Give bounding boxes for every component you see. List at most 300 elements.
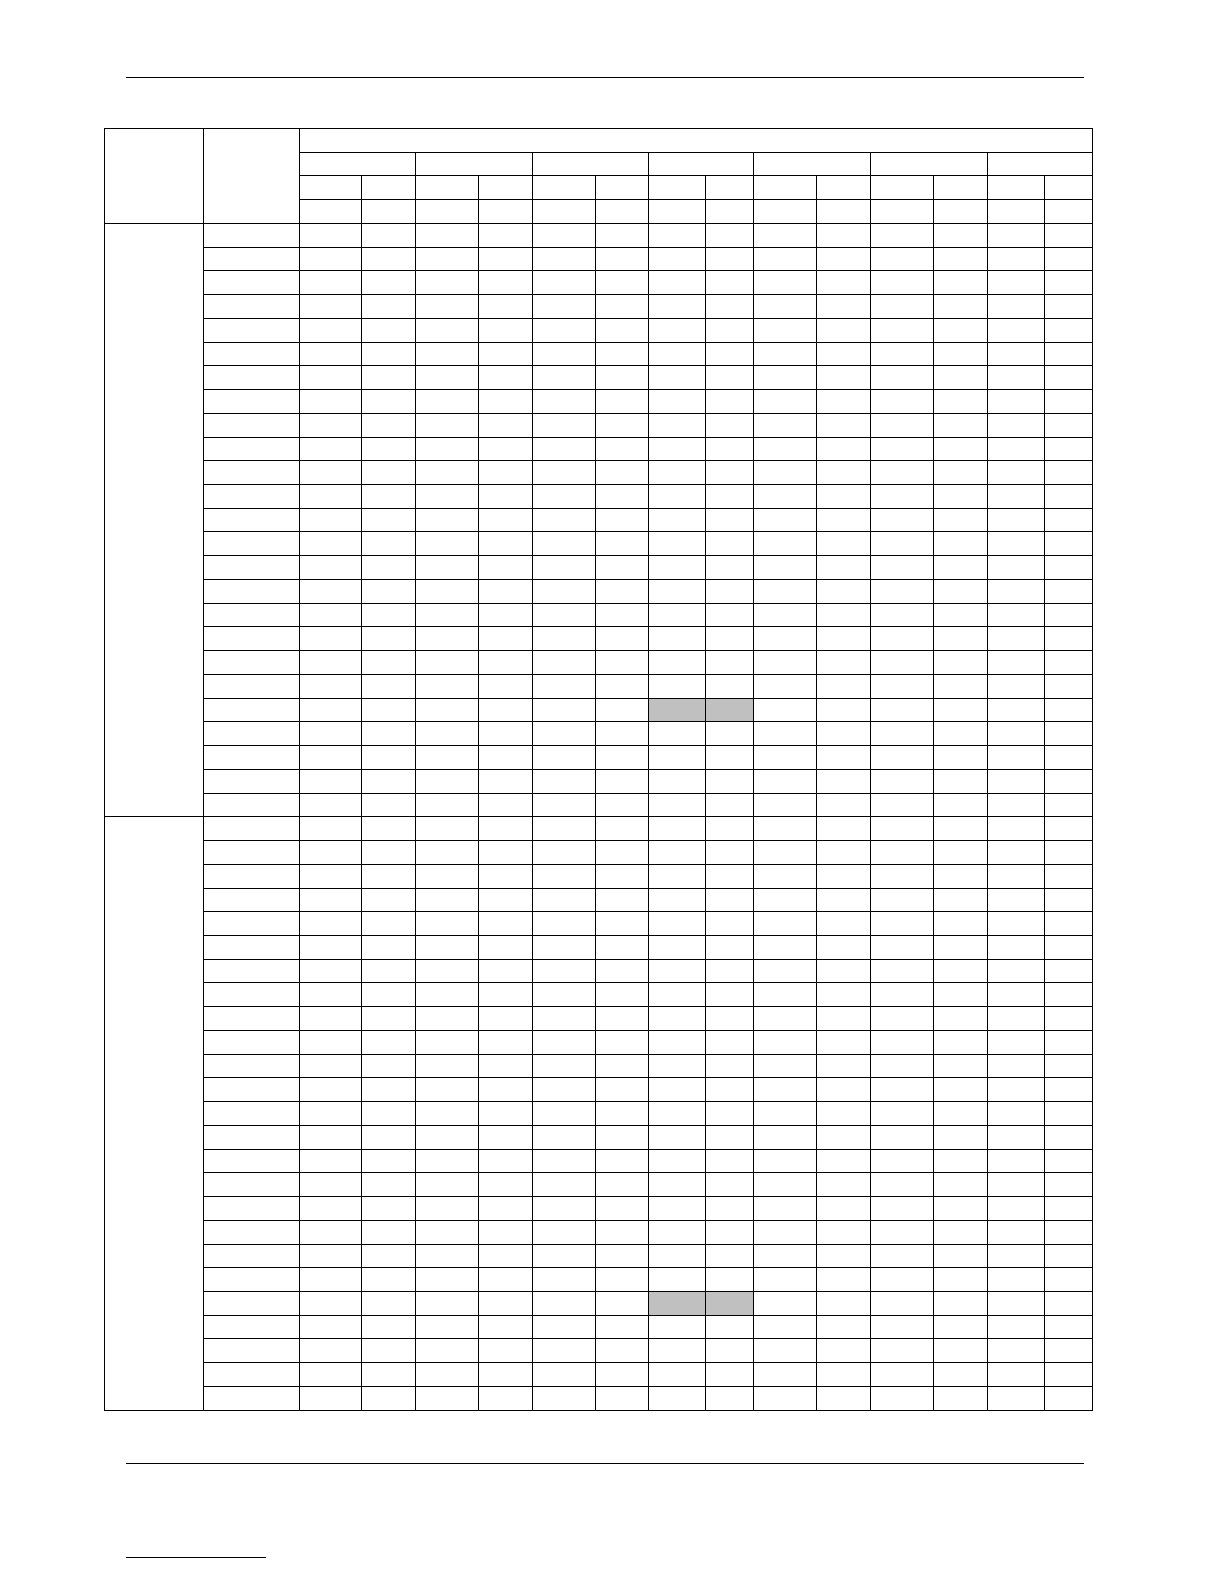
- row-label-cell: [204, 1197, 300, 1221]
- table-cell: [934, 1291, 988, 1315]
- table-cell: [934, 1030, 988, 1054]
- table-cell: [300, 271, 362, 295]
- table-cell: [649, 1197, 706, 1221]
- table-cell: [416, 556, 479, 580]
- table-cell: [706, 793, 754, 817]
- table-cell: [479, 1268, 533, 1292]
- table-cell: [649, 223, 706, 247]
- table-cell: [871, 603, 934, 627]
- subheader-cell: [817, 200, 871, 224]
- table-cell: [817, 508, 871, 532]
- footer-rule: [126, 1463, 1084, 1464]
- table-cell: [706, 959, 754, 983]
- table-cell: [1045, 485, 1093, 509]
- table-cell: [533, 935, 596, 959]
- table-cell: [817, 888, 871, 912]
- table-cell: [817, 1291, 871, 1315]
- table-cell: [817, 1197, 871, 1221]
- table-row: [105, 271, 1093, 295]
- table-cell: [817, 674, 871, 698]
- table-cell: [362, 413, 416, 437]
- table-cell: [706, 247, 754, 271]
- table-cell: [988, 1291, 1045, 1315]
- table-cell: [416, 603, 479, 627]
- table-row: [105, 698, 1093, 722]
- table-cell: [649, 912, 706, 936]
- table-cell: [416, 888, 479, 912]
- table-cell: [362, 1197, 416, 1221]
- table-cell: [300, 508, 362, 532]
- table-cell: [596, 1125, 649, 1149]
- table-cell: [649, 390, 706, 414]
- row-label-cell: [204, 271, 300, 295]
- row-label-cell: [204, 342, 300, 366]
- table-cell: [934, 247, 988, 271]
- table-cell: [817, 1268, 871, 1292]
- table-cell: [934, 1339, 988, 1363]
- table-cell: [649, 461, 706, 485]
- table-cell: [362, 1149, 416, 1173]
- table-cell: [362, 1291, 416, 1315]
- table-cell: [479, 342, 533, 366]
- table-cell: [871, 485, 934, 509]
- table-cell: [988, 841, 1045, 865]
- table-cell: [362, 793, 416, 817]
- table-cell: [817, 603, 871, 627]
- table-cell: [817, 1149, 871, 1173]
- table-cell: [649, 627, 706, 651]
- table-cell: [1045, 935, 1093, 959]
- table-row: [105, 1291, 1093, 1315]
- table-cell: [533, 1220, 596, 1244]
- table-cell: [706, 1173, 754, 1197]
- table-cell: [1045, 579, 1093, 603]
- table-cell: [416, 461, 479, 485]
- table-cell: [934, 722, 988, 746]
- table-cell: [479, 1173, 533, 1197]
- table-cell: [754, 935, 817, 959]
- table-cell: [817, 817, 871, 841]
- table-cell: [416, 318, 479, 342]
- table-cell: [416, 532, 479, 556]
- table-row: [105, 983, 1093, 1007]
- table-cell: [706, 912, 754, 936]
- table-row: [105, 1149, 1093, 1173]
- table-cell: [416, 1315, 479, 1339]
- table-cell: [362, 698, 416, 722]
- table-cell: [596, 959, 649, 983]
- table-cell: [479, 1030, 533, 1054]
- table-cell: [706, 674, 754, 698]
- table-cell: [706, 722, 754, 746]
- table-cell: [479, 864, 533, 888]
- table-cell: [649, 485, 706, 509]
- table-cell: [362, 674, 416, 698]
- row-label-cell: [204, 746, 300, 770]
- table-cell: [754, 1339, 817, 1363]
- table-cell: [596, 1102, 649, 1126]
- table-cell: [934, 1173, 988, 1197]
- table-cell: [934, 295, 988, 319]
- table-cell: [362, 1386, 416, 1410]
- table-cell: [649, 1315, 706, 1339]
- table-cell: [871, 864, 934, 888]
- row-label-cell: [204, 223, 300, 247]
- subheader-cell: [988, 200, 1045, 224]
- table-cell: [871, 556, 934, 580]
- table-cell: [1045, 1007, 1093, 1031]
- table-cell: [934, 864, 988, 888]
- row-label-cell: [204, 651, 300, 675]
- table-cell: [1045, 746, 1093, 770]
- table-cell: [416, 627, 479, 651]
- table-cell: [362, 579, 416, 603]
- table-cell: [416, 746, 479, 770]
- table-cell: [596, 1149, 649, 1173]
- table-cell: [1045, 390, 1093, 414]
- table-cell: [817, 223, 871, 247]
- table-cell: [817, 841, 871, 865]
- table-cell: [871, 1149, 934, 1173]
- table-cell: [817, 413, 871, 437]
- table-cell: [706, 437, 754, 461]
- table-cell: [479, 722, 533, 746]
- table-cell: [934, 1363, 988, 1387]
- table-cell: [300, 1125, 362, 1149]
- table-cell: [754, 271, 817, 295]
- table-cell: [649, 1007, 706, 1031]
- table-cell: [706, 461, 754, 485]
- table-cell: [649, 1386, 706, 1410]
- row-label-cell: [204, 888, 300, 912]
- table-cell: [1045, 1173, 1093, 1197]
- table-cell: [533, 603, 596, 627]
- table-cell: [533, 651, 596, 675]
- row-label-cell: [204, 769, 300, 793]
- table-cell: [706, 1244, 754, 1268]
- table-cell: [754, 532, 817, 556]
- row-label-cell: [204, 1054, 300, 1078]
- table-cell: [649, 413, 706, 437]
- table-cell: [649, 532, 706, 556]
- row-label-cell: [204, 1030, 300, 1054]
- table-cell: [754, 1220, 817, 1244]
- subheader-cell: [649, 176, 706, 200]
- table-cell: [533, 532, 596, 556]
- table-cell: [1045, 223, 1093, 247]
- table-cell: [817, 746, 871, 770]
- group-header-cell: [300, 129, 1093, 153]
- table-cell: [706, 1363, 754, 1387]
- table-cell: [416, 1244, 479, 1268]
- table-cell: [479, 437, 533, 461]
- subheader-cell: [362, 200, 416, 224]
- table-cell: [706, 841, 754, 865]
- table-cell: [300, 841, 362, 865]
- table-cell: [754, 1244, 817, 1268]
- table-cell: [596, 1054, 649, 1078]
- table-cell: [362, 223, 416, 247]
- table-cell: [596, 1315, 649, 1339]
- table-cell: [479, 295, 533, 319]
- table-cell: [871, 223, 934, 247]
- table-cell: [1045, 1339, 1093, 1363]
- table-cell: [300, 793, 362, 817]
- table-cell: [533, 746, 596, 770]
- table-cell: [871, 390, 934, 414]
- table-cell: [596, 793, 649, 817]
- row-label-cell: [204, 841, 300, 865]
- table-cell: [533, 888, 596, 912]
- table-cell: [479, 579, 533, 603]
- row-label-cell: [204, 1315, 300, 1339]
- table-cell: [706, 627, 754, 651]
- table-cell: [754, 1054, 817, 1078]
- table-cell: [596, 342, 649, 366]
- table-cell: [871, 1125, 934, 1149]
- table-cell: [533, 1363, 596, 1387]
- table-cell: [362, 532, 416, 556]
- table-cell: [934, 1386, 988, 1410]
- table-cell: [533, 674, 596, 698]
- table-cell: [416, 864, 479, 888]
- table-cell: [479, 413, 533, 437]
- table-cell: [649, 318, 706, 342]
- table-cell: [416, 651, 479, 675]
- table-cell: [871, 769, 934, 793]
- table-cell: [649, 1102, 706, 1126]
- table-cell: [416, 579, 479, 603]
- row-label-cell: [204, 959, 300, 983]
- table-cell: [300, 485, 362, 509]
- table-cell: [596, 817, 649, 841]
- table-cell: [754, 674, 817, 698]
- table-cell: [596, 1197, 649, 1221]
- table-cell: [706, 1220, 754, 1244]
- table-cell: [934, 959, 988, 983]
- table-cell: [533, 627, 596, 651]
- row-label-cell: [204, 390, 300, 414]
- table-cell: [817, 461, 871, 485]
- table-cell: [871, 1102, 934, 1126]
- table-cell: [300, 437, 362, 461]
- table-cell: [479, 1078, 533, 1102]
- table-cell: [362, 1125, 416, 1149]
- table-cell: [988, 223, 1045, 247]
- table-cell: [754, 1125, 817, 1149]
- table-cell: [479, 1054, 533, 1078]
- table-row: [105, 817, 1093, 841]
- table-row: [105, 746, 1093, 770]
- table-cell: [300, 223, 362, 247]
- table-cell: [533, 1173, 596, 1197]
- table-cell: [649, 295, 706, 319]
- table-cell: [988, 1386, 1045, 1410]
- row-label-cell: [204, 1291, 300, 1315]
- table-cell: [871, 1220, 934, 1244]
- table-cell: [416, 817, 479, 841]
- row-label-cell: [204, 247, 300, 271]
- table-cell: [1045, 864, 1093, 888]
- table-cell: [871, 1173, 934, 1197]
- table-cell: [596, 1030, 649, 1054]
- table-row: [105, 1054, 1093, 1078]
- table-cell: [362, 651, 416, 675]
- table-cell: [754, 1078, 817, 1102]
- table-cell: [362, 817, 416, 841]
- table-cell: [754, 864, 817, 888]
- table-cell: [479, 674, 533, 698]
- table-cell: [754, 485, 817, 509]
- table-cell: [754, 1173, 817, 1197]
- table-cell: [416, 935, 479, 959]
- table-cell: [988, 366, 1045, 390]
- table-cell: [416, 247, 479, 271]
- table-cell: [934, 888, 988, 912]
- table-cell: [1045, 318, 1093, 342]
- table-row: [105, 1102, 1093, 1126]
- table-cell: [871, 746, 934, 770]
- table-cell: [479, 983, 533, 1007]
- header-rule: [126, 77, 1084, 78]
- table-cell: [817, 247, 871, 271]
- table-cell: [416, 1197, 479, 1221]
- table-cell: [754, 247, 817, 271]
- subheader-cell: [479, 200, 533, 224]
- table-cell: [1045, 1244, 1093, 1268]
- table-cell: [596, 769, 649, 793]
- row-label-cell: [204, 1363, 300, 1387]
- table-cell: [1045, 627, 1093, 651]
- table-cell: [817, 627, 871, 651]
- table-cell: [934, 1054, 988, 1078]
- table-cell: [300, 722, 362, 746]
- table-cell: [754, 769, 817, 793]
- table-cell: [1045, 698, 1093, 722]
- row-label-cell: [204, 295, 300, 319]
- table-cell: [988, 864, 1045, 888]
- table-cell: [1045, 271, 1093, 295]
- table-cell: [416, 1363, 479, 1387]
- table-cell: [706, 1291, 754, 1315]
- table-cell: [533, 1197, 596, 1221]
- subheader-cell: [596, 176, 649, 200]
- table-cell: [300, 1102, 362, 1126]
- table-cell: [1045, 295, 1093, 319]
- table-cell: [754, 888, 817, 912]
- table-cell: [754, 437, 817, 461]
- table-cell: [362, 437, 416, 461]
- row-label-cell: [204, 864, 300, 888]
- table-cell: [362, 1030, 416, 1054]
- table-cell: [706, 1149, 754, 1173]
- table-cell: [988, 651, 1045, 675]
- table-cell: [754, 1315, 817, 1339]
- table-cell: [706, 1054, 754, 1078]
- table-cell: [1045, 1363, 1093, 1387]
- table-cell: [479, 627, 533, 651]
- table-cell: [988, 817, 1045, 841]
- table-cell: [1045, 1197, 1093, 1221]
- table-cell: [988, 271, 1045, 295]
- table-cell: [871, 888, 934, 912]
- table-cell: [479, 223, 533, 247]
- table-cell: [754, 983, 817, 1007]
- table-cell: [988, 746, 1045, 770]
- table-cell: [988, 247, 1045, 271]
- table-cell: [871, 912, 934, 936]
- table-cell: [706, 1030, 754, 1054]
- table-cell: [817, 864, 871, 888]
- row-label-cell: [204, 912, 300, 936]
- row-label-cell: [204, 935, 300, 959]
- table-cell: [533, 1244, 596, 1268]
- table-cell: [1045, 983, 1093, 1007]
- table-cell: [934, 579, 988, 603]
- table-cell: [649, 1078, 706, 1102]
- table-cell: [596, 508, 649, 532]
- table-row: [105, 935, 1093, 959]
- subheader-cell: [362, 176, 416, 200]
- row-label-cell: [204, 579, 300, 603]
- table-cell: [871, 461, 934, 485]
- table-cell: [533, 485, 596, 509]
- row-label-cell: [204, 485, 300, 509]
- table-cell: [479, 1197, 533, 1221]
- row-label-cell: [204, 508, 300, 532]
- table-cell: [817, 793, 871, 817]
- table-cell: [362, 1220, 416, 1244]
- table-cell: [533, 437, 596, 461]
- table-cell: [1045, 1102, 1093, 1126]
- table-cell: [300, 342, 362, 366]
- table-cell: [871, 722, 934, 746]
- footnote-rule: [126, 1557, 266, 1558]
- table-cell: [362, 983, 416, 1007]
- table-cell: [754, 1386, 817, 1410]
- table-cell: [1045, 1078, 1093, 1102]
- table-cell: [1045, 888, 1093, 912]
- table-cell: [533, 864, 596, 888]
- table-cell: [988, 1220, 1045, 1244]
- row-label-cell: [204, 603, 300, 627]
- table-cell: [871, 959, 934, 983]
- table-cell: [300, 698, 362, 722]
- table-cell: [479, 1291, 533, 1315]
- table-cell: [817, 651, 871, 675]
- table-cell: [871, 935, 934, 959]
- table-cell: [596, 746, 649, 770]
- table-cell: [362, 556, 416, 580]
- table-cell: [754, 295, 817, 319]
- table-cell: [754, 817, 817, 841]
- table-cell: [754, 627, 817, 651]
- table-cell: [988, 1339, 1045, 1363]
- table-cell: [871, 295, 934, 319]
- table-cell: [817, 295, 871, 319]
- table-cell: [596, 295, 649, 319]
- table-cell: [533, 1268, 596, 1292]
- row-label-cell: [204, 461, 300, 485]
- table-cell: [934, 1220, 988, 1244]
- table-cell: [817, 437, 871, 461]
- table-cell: [1045, 1291, 1093, 1315]
- table-row: [105, 959, 1093, 983]
- table-cell: [479, 390, 533, 414]
- table-cell: [934, 1078, 988, 1102]
- table-cell: [988, 508, 1045, 532]
- table-cell: [754, 342, 817, 366]
